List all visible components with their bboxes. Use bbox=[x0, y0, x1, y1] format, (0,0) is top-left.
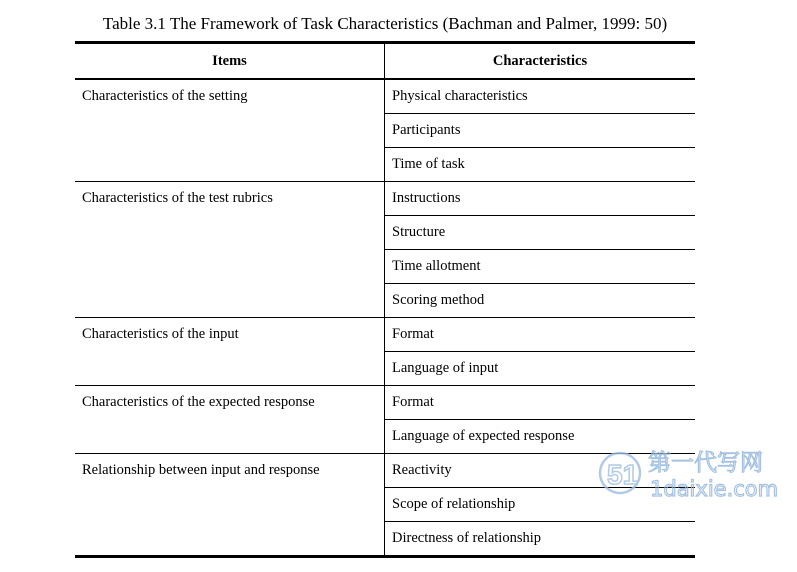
items-column-header: Items bbox=[75, 43, 385, 80]
item-cell: Characteristics of the setting bbox=[75, 79, 385, 182]
characteristics-column-header: Characteristics bbox=[385, 43, 696, 80]
characteristic-cell: Time of task bbox=[385, 148, 696, 182]
watermark-logo bbox=[596, 446, 786, 500]
table-row bbox=[75, 318, 695, 352]
item-cell: Characteristics of the test rubrics bbox=[75, 182, 385, 318]
watermark-chinese: 第一代写网 bbox=[648, 450, 763, 476]
watermark-number: 51 bbox=[607, 459, 639, 490]
table-row bbox=[75, 182, 695, 216]
characteristic-cell: Scope of relationship bbox=[385, 488, 696, 522]
characteristic-cell: Reactivity bbox=[385, 454, 696, 488]
watermark-site: 1daixie.com bbox=[650, 477, 779, 500]
characteristic-cell: Instructions bbox=[385, 182, 696, 216]
characteristic-cell: Format bbox=[385, 318, 696, 352]
characteristic-cell: Language of expected response bbox=[385, 420, 696, 454]
characteristic-cell: Participants bbox=[385, 114, 696, 148]
item-cell: Characteristics of the input bbox=[75, 318, 385, 386]
characteristic-cell: Time allotment bbox=[385, 250, 696, 284]
table-row bbox=[75, 79, 695, 114]
item-cell: Relationship between input and response bbox=[75, 454, 385, 557]
characteristic-cell: Structure bbox=[385, 216, 696, 250]
characteristic-cell: Directness of relationship bbox=[385, 522, 696, 557]
characteristic-cell: Physical characteristics bbox=[385, 79, 696, 114]
characteristic-cell: Language of input bbox=[385, 352, 696, 386]
table-header-row bbox=[75, 43, 695, 80]
item-cell: Characteristics of the expected response bbox=[75, 386, 385, 454]
characteristic-cell: Scoring method bbox=[385, 284, 696, 318]
characteristic-cell: Format bbox=[385, 386, 696, 420]
table-caption: Table 3.1 The Framework of Task Characteristics (Bachman and Palmer, 1999: 50) bbox=[102, 14, 668, 33]
table-row bbox=[75, 386, 695, 420]
